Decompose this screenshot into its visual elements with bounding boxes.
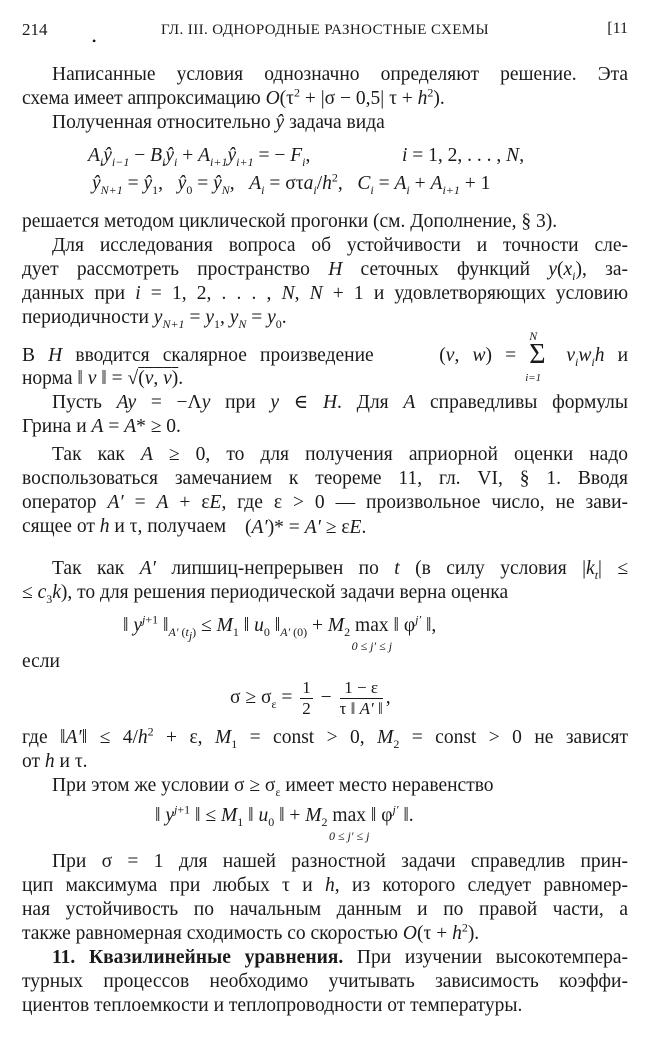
running-header <box>22 20 628 46</box>
paragraph: также равномерная сходимость со скоростью $O(\tau + h^2)$. <box>22 920 480 944</box>
equation: ‖ $y^{j+1}$ $‖_{A' (t_j)} \le M_1$ ‖ $u_0$ $‖_{A' (0)} + M_2$ max 0 ≤ j′ ≤ j ‖ $\varphi^{j'}$ ‖, <box>123 612 437 653</box>
paragraph: дует рассмотреть пространство H сеточных функций $y(x_i)$, за- <box>22 259 628 283</box>
paragraph: Для исследования вопроса об устойчивости и точности сле- <box>52 235 628 256</box>
paragraph: 11. Квазилинейные уравнения. При изучении высокотемпера- <box>52 947 628 968</box>
paragraph: сящее от h и τ, получаем <box>22 516 227 537</box>
fraction: $\frac{1 - \varepsilon}{\tau ‖ A' ‖}$ <box>339 678 383 718</box>
paragraph: схема имеет аппроксимацию $O(\tau^2 + |\sigma - 0,5|$ $\tau + h^2$). <box>22 85 445 109</box>
equation: $A_iŷ_{i-1}$ − $B_iŷ_i$ + $A_{i+1}ŷ_{i+1}$ = − $F_i$, <box>88 145 311 169</box>
paragraph: турных процессов необходимо учитывать зависимость коэффи- <box>22 971 628 992</box>
paragraph: ная устойчивость по начальным данным и по правой части, а <box>22 899 628 920</box>
equation: i = 1, 2, . . . , N, <box>402 145 525 166</box>
equation: (A′)* = A′ ≥ εE. <box>245 517 367 538</box>
paragraph: данных при i = 1, 2, . . . , N, N + 1 и удовлетворяющих условию <box>22 283 629 304</box>
equation: $\sigma \ge \sigma_\varepsilon$ = $\frac{1}{2}$ − $\frac{1 - \varepsilon}{\tau ‖ A' ‖}$ , <box>230 678 391 718</box>
fraction: $\frac{1}{2}$ <box>302 678 311 718</box>
paragraph: где ‖A′‖ ≤ $4/h^2 + \varepsilon$, $M_1$ = const > 0, $M_2$ = const > 0 не зависят <box>22 724 628 751</box>
paragraph: решается методом циклической прогонки (см. Дополнение, § 3). <box>22 211 558 232</box>
max-operator: max 0 ≤ j′ ≤ j <box>328 805 370 843</box>
section-number: [11 <box>607 20 628 37</box>
max-operator: max 0 ≤ j′ ≤ j <box>351 615 393 653</box>
summation: N Σ i=1 <box>525 329 546 384</box>
header-dot: • <box>92 34 97 48</box>
paragraph: В H вводится скалярное произведение (v, w) = N Σ i=1 $v_iw_ih$ и <box>22 329 628 384</box>
section-heading: 11. Квазилинейные уравнения. <box>52 947 344 968</box>
paragraph: При σ = 1 для нашей разностной задачи справедлив прин- <box>52 851 629 872</box>
paragraph: При этом же условии $\sigma \ge \sigma_\varepsilon$ имеет место неравенство <box>52 775 494 799</box>
paragraph: оператор A′ = A + εE, где ε > 0 — произвольное число, не зави- <box>22 492 629 513</box>
paragraph: Грина и A = A* ≥ 0. <box>22 416 181 437</box>
paragraph: Пусть Ay = −Λy при y ∈ H. Для A справедливы формулы <box>52 392 629 413</box>
paragraph: ≤ $c_3k$), то для решения периодической задачи верна оценка <box>22 582 509 606</box>
page-number: 214 <box>22 20 48 39</box>
equation: $ŷ_{N+1}$ = $ŷ_1$, $ŷ_0$ = $ŷ_N$, $A_i = \sigma\tau a_i/h^2$, $C_i = A_i + A_{i+1} + 1$ <box>92 170 491 197</box>
paragraph: Написанные условия однозначно определяют решение. Эта <box>52 64 628 85</box>
paragraph: цип максимума при любых τ и h, из которого следует равномер- <box>22 875 629 896</box>
paragraph: если <box>22 651 60 672</box>
equation: ‖ $y^{j+1}$ ‖ ≤ $M_1$ ‖ $u_0$ ‖ + $M_2$ max 0 ≤ j′ ≤ j ‖ $\varphi^{j'}$ ‖. <box>155 802 414 843</box>
paragraph: воспользоваться замечанием к теореме 11, гл. VI, § 1. Вводя <box>22 468 628 489</box>
paragraph: периодичности $y_{N+1} = y_1$, $y_N = y_0$. <box>22 307 287 331</box>
paragraph: циентов теплоемкости и теплопроводности от температуры. <box>22 995 523 1016</box>
paragraph: от h и τ. <box>22 751 88 772</box>
paragraph: Полученная относительно ŷ задача вида <box>52 112 385 133</box>
paragraph: Так как A ≥ 0, то для получения априорной оценки надо <box>52 444 628 465</box>
chapter-title: ГЛ. III. ОДНОРОДНЫЕ РАЗНОСТНЫЕ СХЕМЫ <box>160 22 490 38</box>
paragraph: Так как A′ липшиц-непрерывен по t (в силу условия $|k_t|$ ≤ <box>52 558 629 582</box>
paragraph: норма ‖ v ‖ = √(v, v). <box>22 368 184 389</box>
